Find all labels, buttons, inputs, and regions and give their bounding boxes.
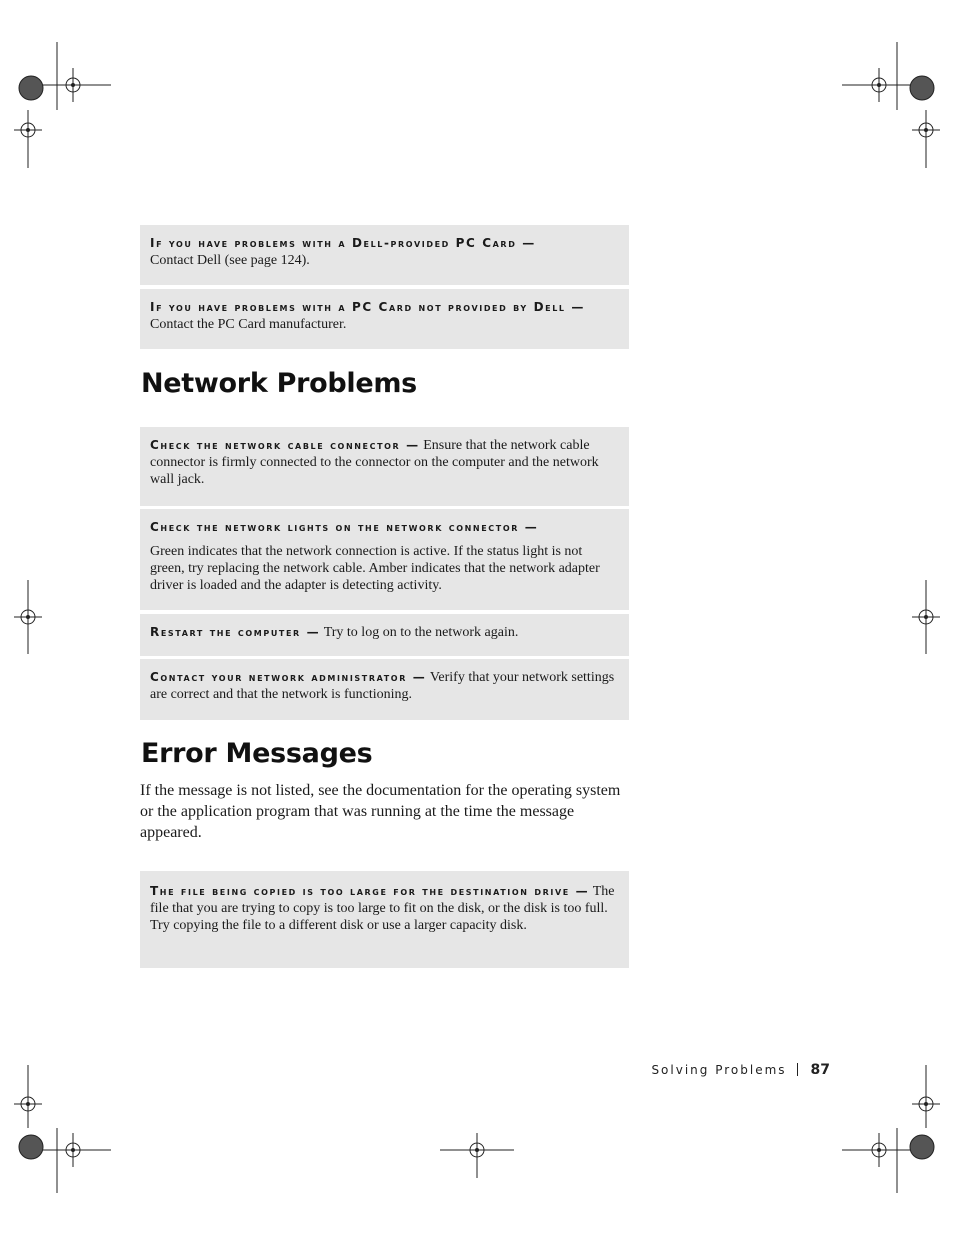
item-lead: If you have problems with a Dell-provided PC Card — bbox=[150, 236, 536, 250]
item-lead: The file being copied is too large for the destination drive — bbox=[150, 884, 590, 898]
item-lead: Check the network cable connector — bbox=[150, 438, 420, 452]
network-item-restart bbox=[140, 614, 629, 656]
error-item-file-too-large bbox=[140, 871, 629, 968]
item-text: Verify that your network settings are correct and that the network is functioning. bbox=[150, 670, 615, 702]
item-text: Contact Dell (see page 124). bbox=[150, 253, 310, 268]
item-text: Green indicates that the network connection is active. If the status light is not green, try replacing the network cable. Amber indicates that the network adapter driver is loaded and the adapter is detecting activity. bbox=[150, 544, 600, 593]
network-item-cable bbox=[140, 427, 629, 506]
pc-card-item-dell bbox=[140, 225, 629, 285]
item-text: Try to log on to the network again. bbox=[323, 625, 519, 640]
network-item-lights bbox=[140, 509, 629, 610]
section-heading-network: Network Problems bbox=[141, 368, 417, 399]
item-text: Ensure that the network cable connector is firmly connected to the connector on the computer and the network wall jack. bbox=[150, 438, 599, 487]
page-number: 87 bbox=[810, 1062, 830, 1078]
footer-section-title: Solving Problems bbox=[651, 1063, 787, 1077]
section-heading-errors: Error Messages bbox=[141, 738, 373, 769]
footer-separator bbox=[797, 1063, 798, 1076]
item-lead: Contact your network administrator — bbox=[150, 670, 427, 684]
network-item-admin bbox=[140, 659, 629, 720]
item-lead: Check the network lights on the network connector — bbox=[150, 520, 539, 534]
page-footer bbox=[651, 1062, 830, 1078]
item-text: Contact the PC Card manufacturer. bbox=[150, 317, 347, 332]
errors-intro: If the message is not listed, see the documentation for the operating system or the application program that was running at the time the message appeared. bbox=[140, 782, 621, 841]
item-lead: If you have problems with a PC Card not provided by Dell — bbox=[150, 300, 585, 314]
pc-card-item-non-dell bbox=[140, 289, 629, 349]
item-lead: Restart the computer — bbox=[150, 625, 321, 639]
item-text: The file that you are trying to copy is too large to fit on the disk, or the disk is too full. Try copying the file to a different disk or use a larger capacity disk. bbox=[150, 884, 615, 933]
